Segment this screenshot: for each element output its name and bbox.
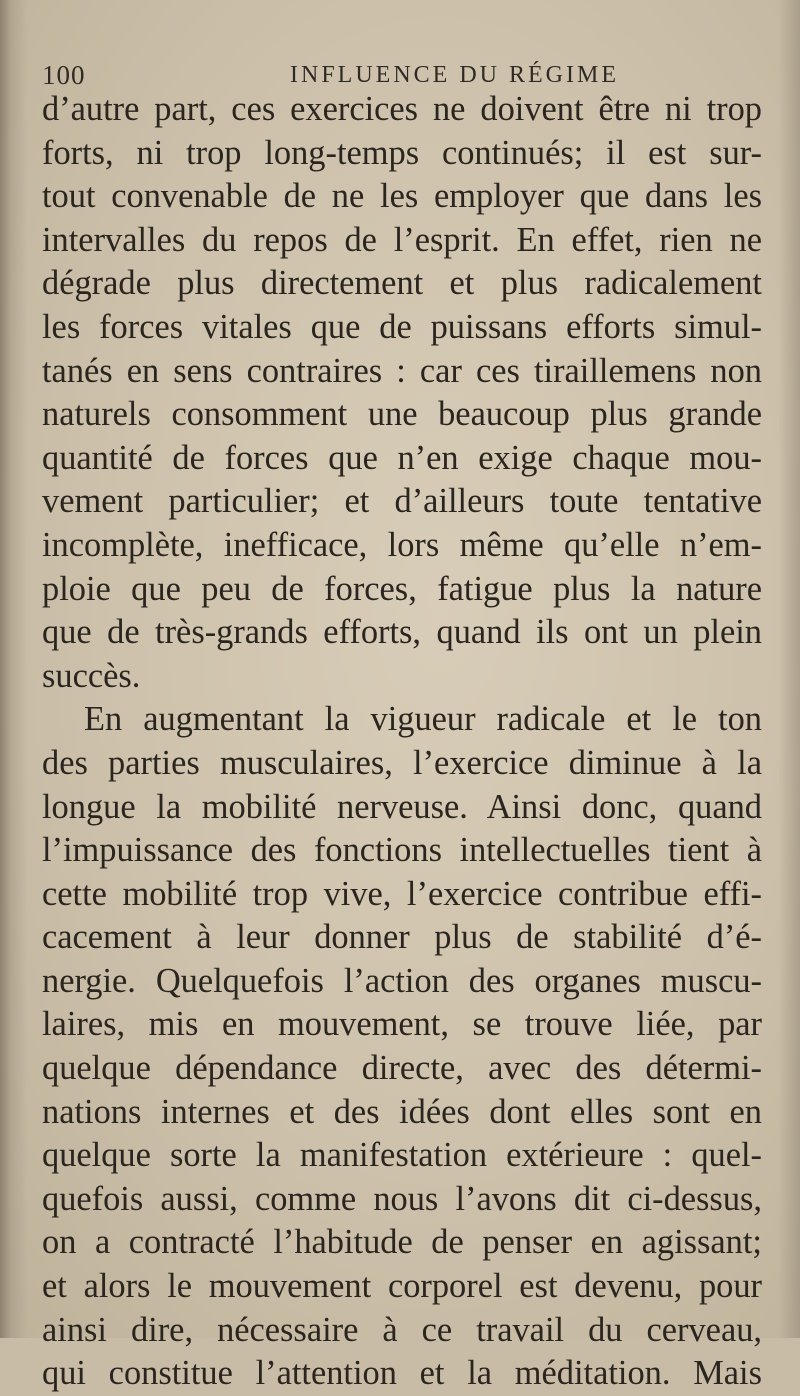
- text-line: quantité de forces que n’en exige chaque mou-: [42, 438, 762, 477]
- paragraph-1: [42, 88, 762, 698]
- text-line: dégrade plus directement et plus radicalement: [42, 264, 762, 303]
- text-line: des parties musculaires, l’exercice diminue à la: [42, 743, 762, 782]
- text-line: longue la mobilité nerveuse. Ainsi donc, quand: [42, 787, 762, 826]
- text-line: ploie que peu de forces, fatigue plus la nature: [42, 569, 762, 608]
- text-line: que de très-grands efforts, quand ils ont un plein: [42, 613, 762, 652]
- text-line: tout convenable de ne les employer que dans les: [42, 177, 762, 216]
- text-line: tanés en sens contraires : car ces tiraillemens non: [42, 351, 762, 390]
- text-line: qui constitue l’attention et la méditation. Mais: [42, 1354, 762, 1393]
- text-line: l’impuissance des fonctions intellectuelles tient à: [42, 831, 762, 870]
- text-line: d’autre part, ces exercices ne doivent être ni trop: [42, 90, 762, 128]
- text-line: intervalles du repos de l’esprit. En effet, rien ne: [42, 220, 762, 259]
- text-line: nergie. Quelquefois l’action des organes muscu-: [42, 961, 762, 1000]
- running-head: INFLUENCE DU RÉGIME: [290, 62, 619, 88]
- text-line: les forces vitales que de puissans efforts simul-: [42, 307, 762, 346]
- text-line: on a contracté l’habitude de penser en agissant;: [42, 1223, 762, 1262]
- text-line: forts, ni trop long-temps continués; il est sur-: [42, 133, 762, 172]
- text-line: et alors le mouvement corporel est devenu, pour: [42, 1267, 762, 1306]
- text-line: incomplète, inefficace, lors même qu’elle n’em-: [42, 525, 762, 564]
- text-line: succès.: [42, 656, 141, 695]
- text-line: laires, mis en mouvement, se trouve liée, par: [42, 1005, 762, 1044]
- binding-shadow: [0, 0, 28, 1338]
- text-line: quelque dépendance directe, avec des détermi-: [42, 1049, 762, 1088]
- text-line: En augmentant la vigueur radicale et le ton: [84, 700, 762, 739]
- text-line: cacement à leur donner plus de stabilité d’é-: [42, 918, 762, 957]
- page-edge-shadow: [778, 0, 800, 1338]
- text-line: cette mobilité trop vive, l’exercice contribue effi-: [42, 874, 762, 913]
- text-line: nations internes et des idées dont elles sont en: [42, 1092, 762, 1131]
- text-line: vement particulier; et d’ailleurs toute tentative: [42, 482, 762, 521]
- text-line: ainsi dire, nécessaire à ce travail du cerveau,: [42, 1310, 762, 1349]
- text-line: naturels consomment une beaucoup plus grande: [42, 395, 762, 434]
- page-number: 100: [42, 60, 86, 90]
- paragraph-2: [42, 698, 762, 1396]
- text-line: quelque sorte la manifestation extérieure : quel-: [42, 1136, 762, 1175]
- text-line: quefois aussi, comme nous l’avons dit ci-dessus,: [42, 1179, 762, 1218]
- body-text: [42, 88, 762, 1396]
